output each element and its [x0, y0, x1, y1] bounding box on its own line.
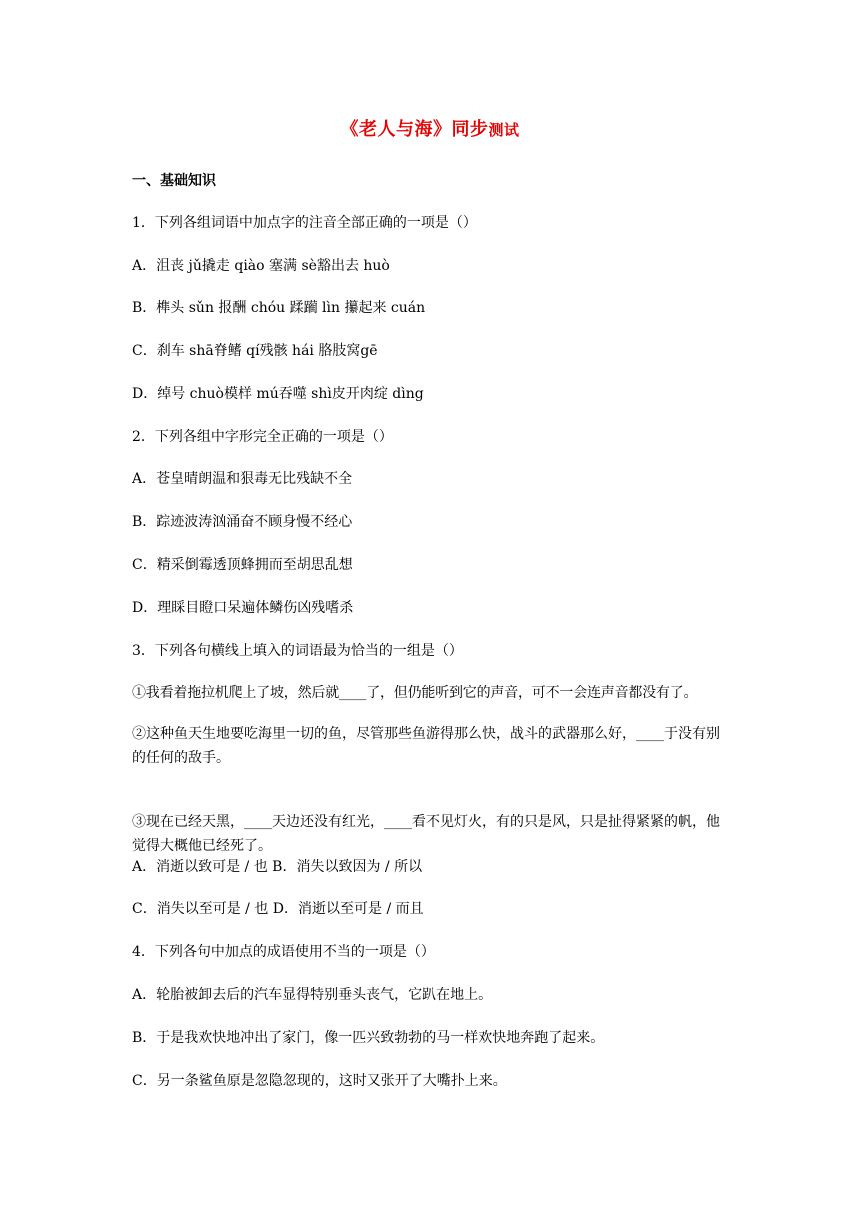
question-1-option-c: C．刹车 shā脊鳍 qí残骸 hái 胳肢窝gē: [132, 343, 378, 359]
question-1-option-a: A．沮丧 jǔ撬走 qiào 塞满 sè豁出去 huò: [132, 258, 390, 274]
question-4-option-c: C．另一条鲨鱼原是忽隐忽现的，这时又张开了大嘴扑上来。: [132, 1073, 507, 1089]
question-1-stem: 1．下列各组词语中加点字的注音全部正确的一项是（）: [132, 215, 477, 231]
question-3-options-cd: C．消失以至可是 / 也 D．消逝以至可是 / 而且: [132, 901, 424, 917]
question-2-option-a: A．苍皇晴朗温和狠毒无比残缺不全: [132, 471, 353, 487]
section-heading-basics: 一、基础知识: [132, 173, 216, 189]
question-3-sentence-1: ①我看着拖拉机爬上了坡，然后就____了，但仍能听到它的声音，可不一会连声音都没有了。: [132, 685, 698, 701]
question-3-sentence-2: ②这种鱼天生地要吃海里一切的鱼，尽管那些鱼游得那么快，战斗的武器那么好，____于没有别的任何的敌手。: [132, 726, 720, 766]
question-2-option-d: D．理睬目瞪口呆遍体鳞伤凶残嗜杀: [132, 600, 354, 616]
question-2-option-b: B．踪迹波涛汹涌奋不顾身慢不经心: [132, 514, 353, 530]
title-suffix: 测试: [488, 121, 520, 139]
question-1-option-d: D．绰号 chuò模样 mú吞噬 shì皮开肉绽 dìng: [132, 386, 424, 402]
question-3-sentence-3: ③现在已经天黑，____天边还没有红光，____看不见灯火，有的只是风，只是扯得紧紧的帆，他觉得大概他已经死了。: [132, 814, 720, 854]
question-4-stem: 4．下列各句中加点的成语使用不当的一项是（）: [132, 944, 435, 960]
title-main: 《老人与海》同步: [340, 119, 489, 140]
page-title: [0, 118, 860, 142]
question-4-option-a: A．轮胎被卸去后的汽车显得特别垂头丧气，它趴在地上。: [132, 987, 493, 1003]
question-3-options-ab: A．消逝以致可是 / 也 B．消失以致因为 / 所以: [132, 859, 423, 875]
question-4-option-b: B．于是我欢快地冲出了家门，像一匹兴致勃勃的马一样欢快地奔跑了起来。: [132, 1030, 605, 1046]
question-2-stem: 2．下列各组中字形完全正确的一项是（）: [132, 429, 393, 445]
question-1-option-b: B．榫头 sǔn 报酬 chóu 蹂躏 lìn 攥起来 cuán: [132, 300, 426, 316]
question-2-option-c: C．精采倒霉透顶蜂拥而至胡思乱想: [132, 557, 353, 573]
question-3-stem: 3．下列各句横线上填入的词语最为恰当的一组是（）: [132, 643, 463, 659]
